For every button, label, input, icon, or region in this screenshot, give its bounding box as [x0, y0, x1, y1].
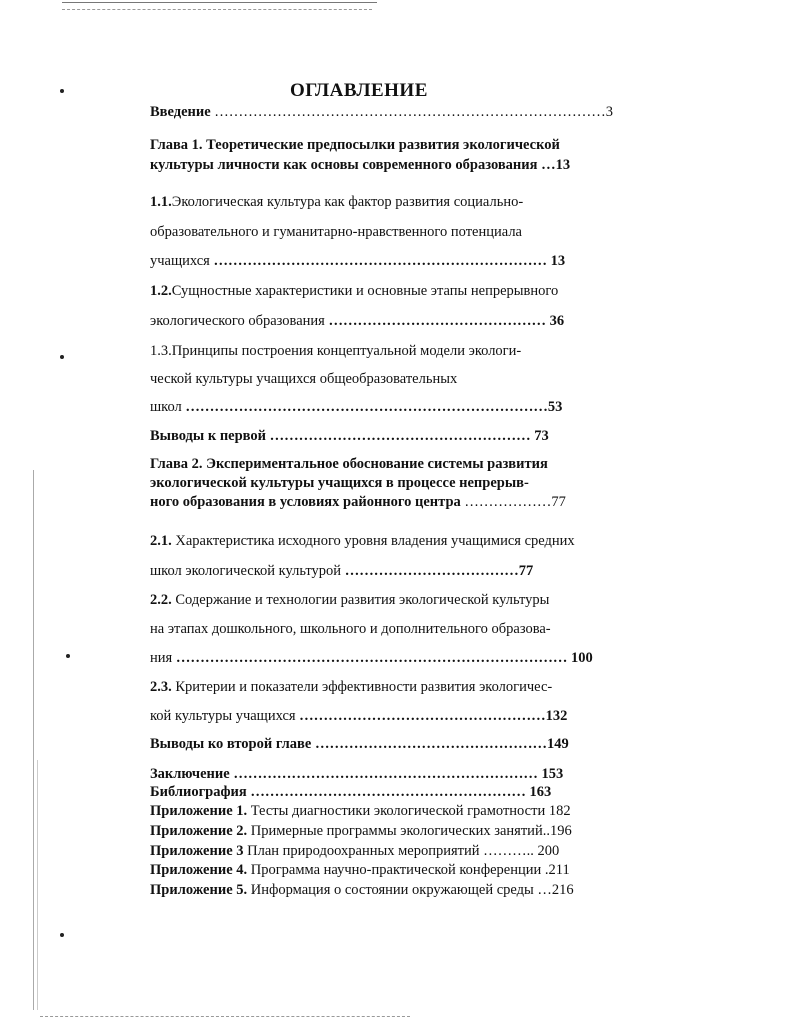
toc-2-1-end: школ экологической культурой ………………………………77 — [150, 563, 534, 579]
scan-dot — [60, 89, 64, 93]
left-scan-line-2 — [37, 760, 38, 1010]
bottom-scan-dash — [40, 1016, 410, 1017]
toc-1-1: 1.1.Экологическая культура как фактор развития социально- — [150, 194, 524, 210]
toc-1-2: 1.2.Сущностные характеристики и основные этапы непрерывного — [150, 283, 559, 299]
toc-intro: Введение ………………………………………………………………………3 — [150, 104, 614, 120]
toc-chapter-1: Глава 1. Теоретические предпосылки развития экологической — [150, 137, 560, 153]
toc-conclusion: Заключение ……………………………………………………… 153 — [150, 766, 564, 782]
toc-2-2-cont: на этапах дошкольного, школьного и дополнительного образова- — [150, 621, 551, 637]
toc-2-2-end: ния ……………………………………………………………………… 100 — [150, 650, 593, 666]
toc-2-1: 2.1. Характеристика исходного уровня владения учащимися средних — [150, 533, 575, 549]
toc-chapter-2-cont: экологической культуры учащихся в процессе непрерыв- — [150, 475, 529, 491]
scan-dot — [60, 933, 64, 937]
page-title: ОГЛАВЛЕНИЕ — [290, 80, 428, 101]
toc-2-3: 2.3. Критерии и показатели эффективности развития экологичес- — [150, 679, 553, 695]
toc-1-2-end: экологического образования ……………………………………… 36 — [150, 313, 565, 329]
toc-appendix-4: Приложение 4. Программа научно-практической конференции .211 — [150, 862, 570, 878]
toc-2-3-end: кой культуры учащихся ……………………………………………132 — [150, 708, 568, 724]
toc-appendix-3: Приложение 3 План природоохранных мероприятий ……….. 200 — [150, 843, 560, 859]
toc-appendix-1: Приложение 1. Тесты диагностики экологической грамотности 182 — [150, 803, 571, 819]
scan-dot — [60, 355, 64, 359]
toc-conclusions-2: Выводы ко второй главе …………………………………………149 — [150, 736, 569, 752]
toc-2-2: 2.2. Содержание и технологии развития экологической культуры — [150, 592, 550, 608]
toc-chapter-1-cont: культуры личности как основы современного образования …13 — [150, 157, 571, 173]
top-scan-dash — [62, 9, 372, 10]
toc-1-3-cont: ческой культуры учащихся общеобразовательных — [150, 371, 458, 387]
top-scan-line — [62, 2, 377, 3]
toc-chapter-2: Глава 2. Экспериментальное обоснование системы развития — [150, 456, 548, 472]
scan-dot — [66, 654, 70, 658]
toc-chapter-2-end: ного образования в условиях районного центра ………………77 — [150, 494, 566, 510]
toc-conclusions-1: Выводы к первой ……………………………………………… 73 — [150, 428, 549, 444]
toc-bibliography: Библиография ………………………………………………… 163 — [150, 784, 552, 800]
toc-appendix-2: Приложение 2. Примерные программы экологических занятий..196 — [150, 823, 572, 839]
toc-1-1-cont: образовательного и гуманитарно-нравственного потенциала — [150, 224, 522, 240]
toc-appendix-5: Приложение 5. Информация о состоянии окружающей среды …216 — [150, 882, 574, 898]
toc-1-1-end: учащихся …………………………………………………………… 13 — [150, 253, 566, 269]
left-scan-line — [33, 470, 34, 1010]
toc-1-3: 1.3.Принципы построения концептуальной модели экологи- — [150, 343, 522, 359]
toc-1-3-end: школ …………………………………………………………………53 — [150, 399, 563, 415]
